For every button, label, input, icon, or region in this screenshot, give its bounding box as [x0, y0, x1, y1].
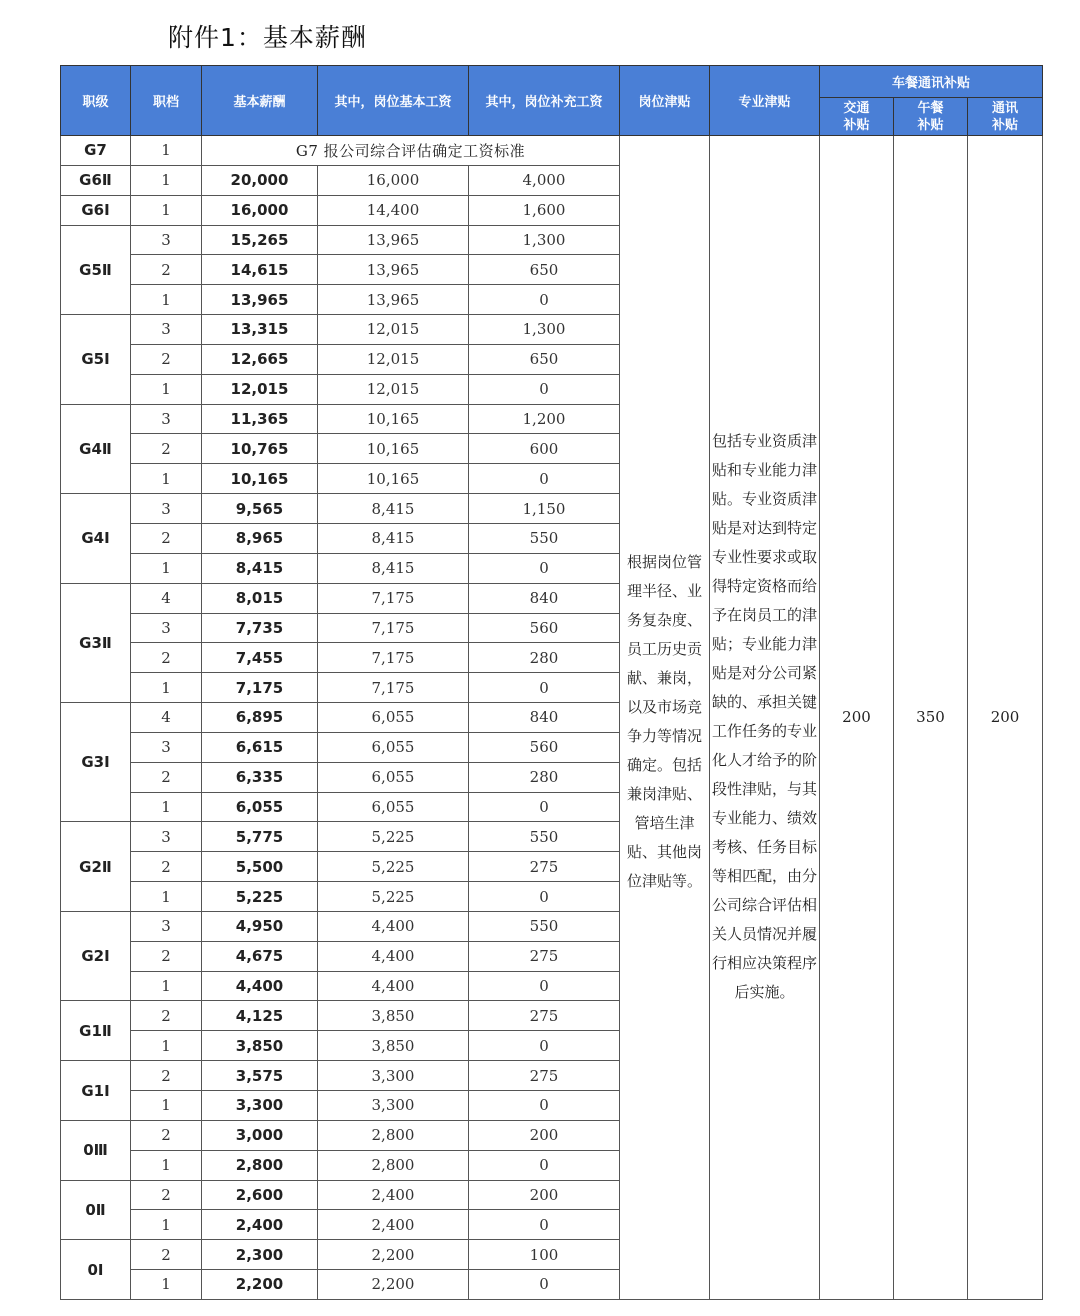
base-salary-cell: 3,000 — [202, 1120, 318, 1150]
position-extra-cell: 0 — [469, 792, 620, 822]
position-extra-cell: 0 — [469, 1150, 620, 1180]
position-extra-cell: 1,300 — [469, 315, 620, 345]
header-level: 职级 — [61, 66, 131, 136]
base-salary-cell: 3,850 — [202, 1031, 318, 1061]
position-base-cell: 5,225 — [318, 882, 469, 912]
level-cell: G6Ⅱ — [61, 165, 131, 195]
position-base-cell: 3,300 — [318, 1091, 469, 1121]
tier-cell: 4 — [131, 703, 202, 733]
position-base-cell: 3,300 — [318, 1061, 469, 1091]
tier-cell: 1 — [131, 1210, 202, 1240]
position-extra-cell: 650 — [469, 344, 620, 374]
base-salary-cell: 10,765 — [202, 434, 318, 464]
salary-table — [60, 65, 1043, 1300]
level-cell: 0Ⅱ — [61, 1180, 131, 1240]
base-salary-cell: 4,400 — [202, 971, 318, 1001]
base-salary-cell: 9,565 — [202, 494, 318, 524]
position-extra-cell: 550 — [469, 822, 620, 852]
position-extra-cell: 0 — [469, 1270, 620, 1300]
base-salary-cell: 6,055 — [202, 792, 318, 822]
position-base-cell: 13,965 — [318, 255, 469, 285]
header-communication: 通讯 补贴 — [968, 98, 1043, 136]
tier-cell: 2 — [131, 1001, 202, 1031]
position-extra-cell: 1,200 — [469, 404, 620, 434]
position-extra-cell: 100 — [469, 1240, 620, 1270]
base-salary-cell: 4,675 — [202, 941, 318, 971]
table-row — [61, 136, 1043, 166]
position-extra-cell: 840 — [469, 583, 620, 613]
base-salary-cell: 12,015 — [202, 374, 318, 404]
position-extra-cell: 0 — [469, 464, 620, 494]
position-base-cell: 2,800 — [318, 1150, 469, 1180]
position-base-cell: 8,415 — [318, 553, 469, 583]
tier-cell: 3 — [131, 732, 202, 762]
position-base-cell: 14,400 — [318, 195, 469, 225]
position-extra-cell: 280 — [469, 643, 620, 673]
base-salary-cell: 5,775 — [202, 822, 318, 852]
tier-cell: 2 — [131, 523, 202, 553]
position-base-cell: 16,000 — [318, 165, 469, 195]
tier-cell: 1 — [131, 971, 202, 1001]
level-cell: G1Ⅰ — [61, 1061, 131, 1121]
tier-cell: 1 — [131, 1270, 202, 1300]
position-extra-cell: 275 — [469, 941, 620, 971]
position-extra-cell: 600 — [469, 434, 620, 464]
position-base-cell: 6,055 — [318, 792, 469, 822]
position-extra-cell: 650 — [469, 255, 620, 285]
header-position-base: 其中，岗位基本工资 — [318, 66, 469, 136]
tier-cell: 2 — [131, 1061, 202, 1091]
base-salary-cell: 8,965 — [202, 523, 318, 553]
base-salary-cell: 13,315 — [202, 315, 318, 345]
position-base-cell: 13,965 — [318, 225, 469, 255]
base-salary-cell: 6,615 — [202, 732, 318, 762]
base-salary-cell: 3,575 — [202, 1061, 318, 1091]
position-base-cell: 8,415 — [318, 523, 469, 553]
tier-cell: 3 — [131, 225, 202, 255]
tier-cell: 2 — [131, 852, 202, 882]
position-extra-cell: 4,000 — [469, 165, 620, 195]
base-salary-cell: 5,500 — [202, 852, 318, 882]
base-salary-cell: 11,365 — [202, 404, 318, 434]
position-base-cell: 10,165 — [318, 404, 469, 434]
tier-cell: 1 — [131, 553, 202, 583]
tier-cell: 1 — [131, 165, 202, 195]
header-meal-comm-allowance: 车餐通讯补贴 — [820, 66, 1043, 98]
base-salary-cell: 8,415 — [202, 553, 318, 583]
position-base-cell: 12,015 — [318, 315, 469, 345]
position-base-cell: 7,175 — [318, 613, 469, 643]
position-base-cell: 12,015 — [318, 344, 469, 374]
base-salary-cell: 5,225 — [202, 882, 318, 912]
tier-cell: 2 — [131, 1180, 202, 1210]
position-base-cell: 10,165 — [318, 464, 469, 494]
position-allowance-text: 根据岗位管理半径、业务复杂度、员工历史贡献、兼岗，以及市场竞争力等情况确定。包括兼岗津贴、管培生津贴、其他岗位津贴等。 — [620, 136, 710, 1300]
position-base-cell: 6,055 — [318, 732, 469, 762]
header-position-allowance: 岗位津贴 — [620, 66, 710, 136]
position-base-cell: 13,965 — [318, 285, 469, 315]
communication-allowance-value: 200 — [968, 136, 1043, 1300]
base-salary-cell: 2,400 — [202, 1210, 318, 1240]
position-extra-cell: 1,150 — [469, 494, 620, 524]
level-cell: G5Ⅱ — [61, 225, 131, 315]
g7-note-cell: G7 报公司综合评估确定工资标准 — [202, 136, 620, 166]
level-cell: G3Ⅱ — [61, 583, 131, 702]
tier-cell: 1 — [131, 1091, 202, 1121]
position-extra-cell: 840 — [469, 703, 620, 733]
position-extra-cell: 275 — [469, 1061, 620, 1091]
base-salary-cell: 14,615 — [202, 255, 318, 285]
position-extra-cell: 0 — [469, 1091, 620, 1121]
position-base-cell: 4,400 — [318, 911, 469, 941]
tier-cell: 3 — [131, 911, 202, 941]
position-extra-cell: 0 — [469, 1031, 620, 1061]
tier-cell: 3 — [131, 315, 202, 345]
base-salary-cell: 8,015 — [202, 583, 318, 613]
level-cell: G4Ⅰ — [61, 494, 131, 584]
header-transport: 交通 补贴 — [820, 98, 894, 136]
level-cell: G2Ⅱ — [61, 822, 131, 912]
tier-cell: 2 — [131, 434, 202, 464]
tier-cell: 1 — [131, 1031, 202, 1061]
position-base-cell: 3,850 — [318, 1001, 469, 1031]
tier-cell: 2 — [131, 762, 202, 792]
level-cell: G2Ⅰ — [61, 911, 131, 1001]
page-title: 附件1：基本薪酬 — [168, 23, 367, 52]
tier-cell: 3 — [131, 494, 202, 524]
base-salary-cell: 20,000 — [202, 165, 318, 195]
tier-cell: 4 — [131, 583, 202, 613]
position-extra-cell: 0 — [469, 882, 620, 912]
position-base-cell: 5,225 — [318, 852, 469, 882]
base-salary-cell: 6,895 — [202, 703, 318, 733]
base-salary-cell: 12,665 — [202, 344, 318, 374]
position-base-cell: 7,175 — [318, 673, 469, 703]
level-cell: G4Ⅱ — [61, 404, 131, 494]
position-extra-cell: 0 — [469, 1210, 620, 1240]
position-extra-cell: 200 — [469, 1180, 620, 1210]
tier-cell: 2 — [131, 1240, 202, 1270]
level-cell: G6Ⅰ — [61, 195, 131, 225]
header-tier: 职档 — [131, 66, 202, 136]
position-base-cell: 2,400 — [318, 1210, 469, 1240]
table-body — [61, 136, 1043, 1300]
position-extra-cell: 0 — [469, 673, 620, 703]
base-salary-cell: 16,000 — [202, 195, 318, 225]
level-cell: G5Ⅰ — [61, 315, 131, 405]
position-extra-cell: 0 — [469, 971, 620, 1001]
position-base-cell: 2,200 — [318, 1270, 469, 1300]
tier-cell: 3 — [131, 613, 202, 643]
position-base-cell: 7,175 — [318, 643, 469, 673]
base-salary-cell: 2,200 — [202, 1270, 318, 1300]
header-base-salary: 基本薪酬 — [202, 66, 318, 136]
level-cell: G1Ⅱ — [61, 1001, 131, 1061]
base-salary-cell: 3,300 — [202, 1091, 318, 1121]
level-cell: 0Ⅰ — [61, 1240, 131, 1300]
tier-cell: 2 — [131, 344, 202, 374]
base-salary-cell: 2,300 — [202, 1240, 318, 1270]
tier-cell: 1 — [131, 1150, 202, 1180]
position-extra-cell: 280 — [469, 762, 620, 792]
base-salary-cell: 4,125 — [202, 1001, 318, 1031]
base-salary-cell: 2,800 — [202, 1150, 318, 1180]
base-salary-cell: 2,600 — [202, 1180, 318, 1210]
position-extra-cell: 0 — [469, 285, 620, 315]
professional-allowance-text: 包括专业资质津贴和专业能力津贴。专业资质津贴是对达到特定专业性要求或取得特定资格而给予在岗员工的津贴；专业能力津贴是对分公司紧缺的、承担关键工作任务的专业化人才给予的阶段性津贴，与其专业能力、绩效考核、任务目标等相匹配，由分公司综合评估相关人员情况并履行相应决策程序后实施。 — [710, 136, 820, 1300]
position-base-cell: 5,225 — [318, 822, 469, 852]
base-salary-cell: 4,950 — [202, 911, 318, 941]
tier-cell: 2 — [131, 643, 202, 673]
level-cell: 0Ⅲ — [61, 1120, 131, 1180]
tier-cell: 1 — [131, 136, 202, 166]
base-salary-cell: 7,175 — [202, 673, 318, 703]
position-extra-cell: 550 — [469, 911, 620, 941]
header-position-extra: 其中，岗位补充工资 — [469, 66, 620, 136]
header-professional-allowance: 专业津贴 — [710, 66, 820, 136]
transport-allowance-value: 200 — [820, 136, 894, 1300]
base-salary-cell: 6,335 — [202, 762, 318, 792]
tier-cell: 1 — [131, 195, 202, 225]
position-extra-cell: 1,300 — [469, 225, 620, 255]
level-cell: G3Ⅰ — [61, 703, 131, 822]
position-base-cell: 3,850 — [318, 1031, 469, 1061]
position-extra-cell: 1,600 — [469, 195, 620, 225]
position-base-cell: 4,400 — [318, 971, 469, 1001]
position-extra-cell: 0 — [469, 374, 620, 404]
position-extra-cell: 560 — [469, 613, 620, 643]
tier-cell: 1 — [131, 285, 202, 315]
header-lunch: 午餐 补贴 — [894, 98, 968, 136]
level-cell: G7 — [61, 136, 131, 166]
base-salary-cell: 10,165 — [202, 464, 318, 494]
position-extra-cell: 550 — [469, 523, 620, 553]
position-base-cell: 6,055 — [318, 762, 469, 792]
base-salary-cell: 15,265 — [202, 225, 318, 255]
tier-cell: 3 — [131, 822, 202, 852]
position-extra-cell: 275 — [469, 1001, 620, 1031]
tier-cell: 1 — [131, 464, 202, 494]
position-extra-cell: 275 — [469, 852, 620, 882]
tier-cell: 1 — [131, 673, 202, 703]
tier-cell: 2 — [131, 1120, 202, 1150]
tier-cell: 2 — [131, 255, 202, 285]
position-base-cell: 6,055 — [318, 703, 469, 733]
tier-cell: 2 — [131, 941, 202, 971]
position-base-cell: 2,800 — [318, 1120, 469, 1150]
position-base-cell: 10,165 — [318, 434, 469, 464]
position-extra-cell: 200 — [469, 1120, 620, 1150]
tier-cell: 3 — [131, 404, 202, 434]
base-salary-cell: 7,455 — [202, 643, 318, 673]
base-salary-cell: 13,965 — [202, 285, 318, 315]
position-extra-cell: 0 — [469, 553, 620, 583]
position-base-cell: 7,175 — [318, 583, 469, 613]
position-extra-cell: 560 — [469, 732, 620, 762]
position-base-cell: 4,400 — [318, 941, 469, 971]
lunch-allowance-value: 350 — [894, 136, 968, 1300]
position-base-cell: 8,415 — [318, 494, 469, 524]
tier-cell: 1 — [131, 882, 202, 912]
tier-cell: 1 — [131, 374, 202, 404]
table-header — [61, 66, 1043, 136]
position-base-cell: 2,200 — [318, 1240, 469, 1270]
base-salary-cell: 7,735 — [202, 613, 318, 643]
position-base-cell: 2,400 — [318, 1180, 469, 1210]
tier-cell: 1 — [131, 792, 202, 822]
position-base-cell: 12,015 — [318, 374, 469, 404]
